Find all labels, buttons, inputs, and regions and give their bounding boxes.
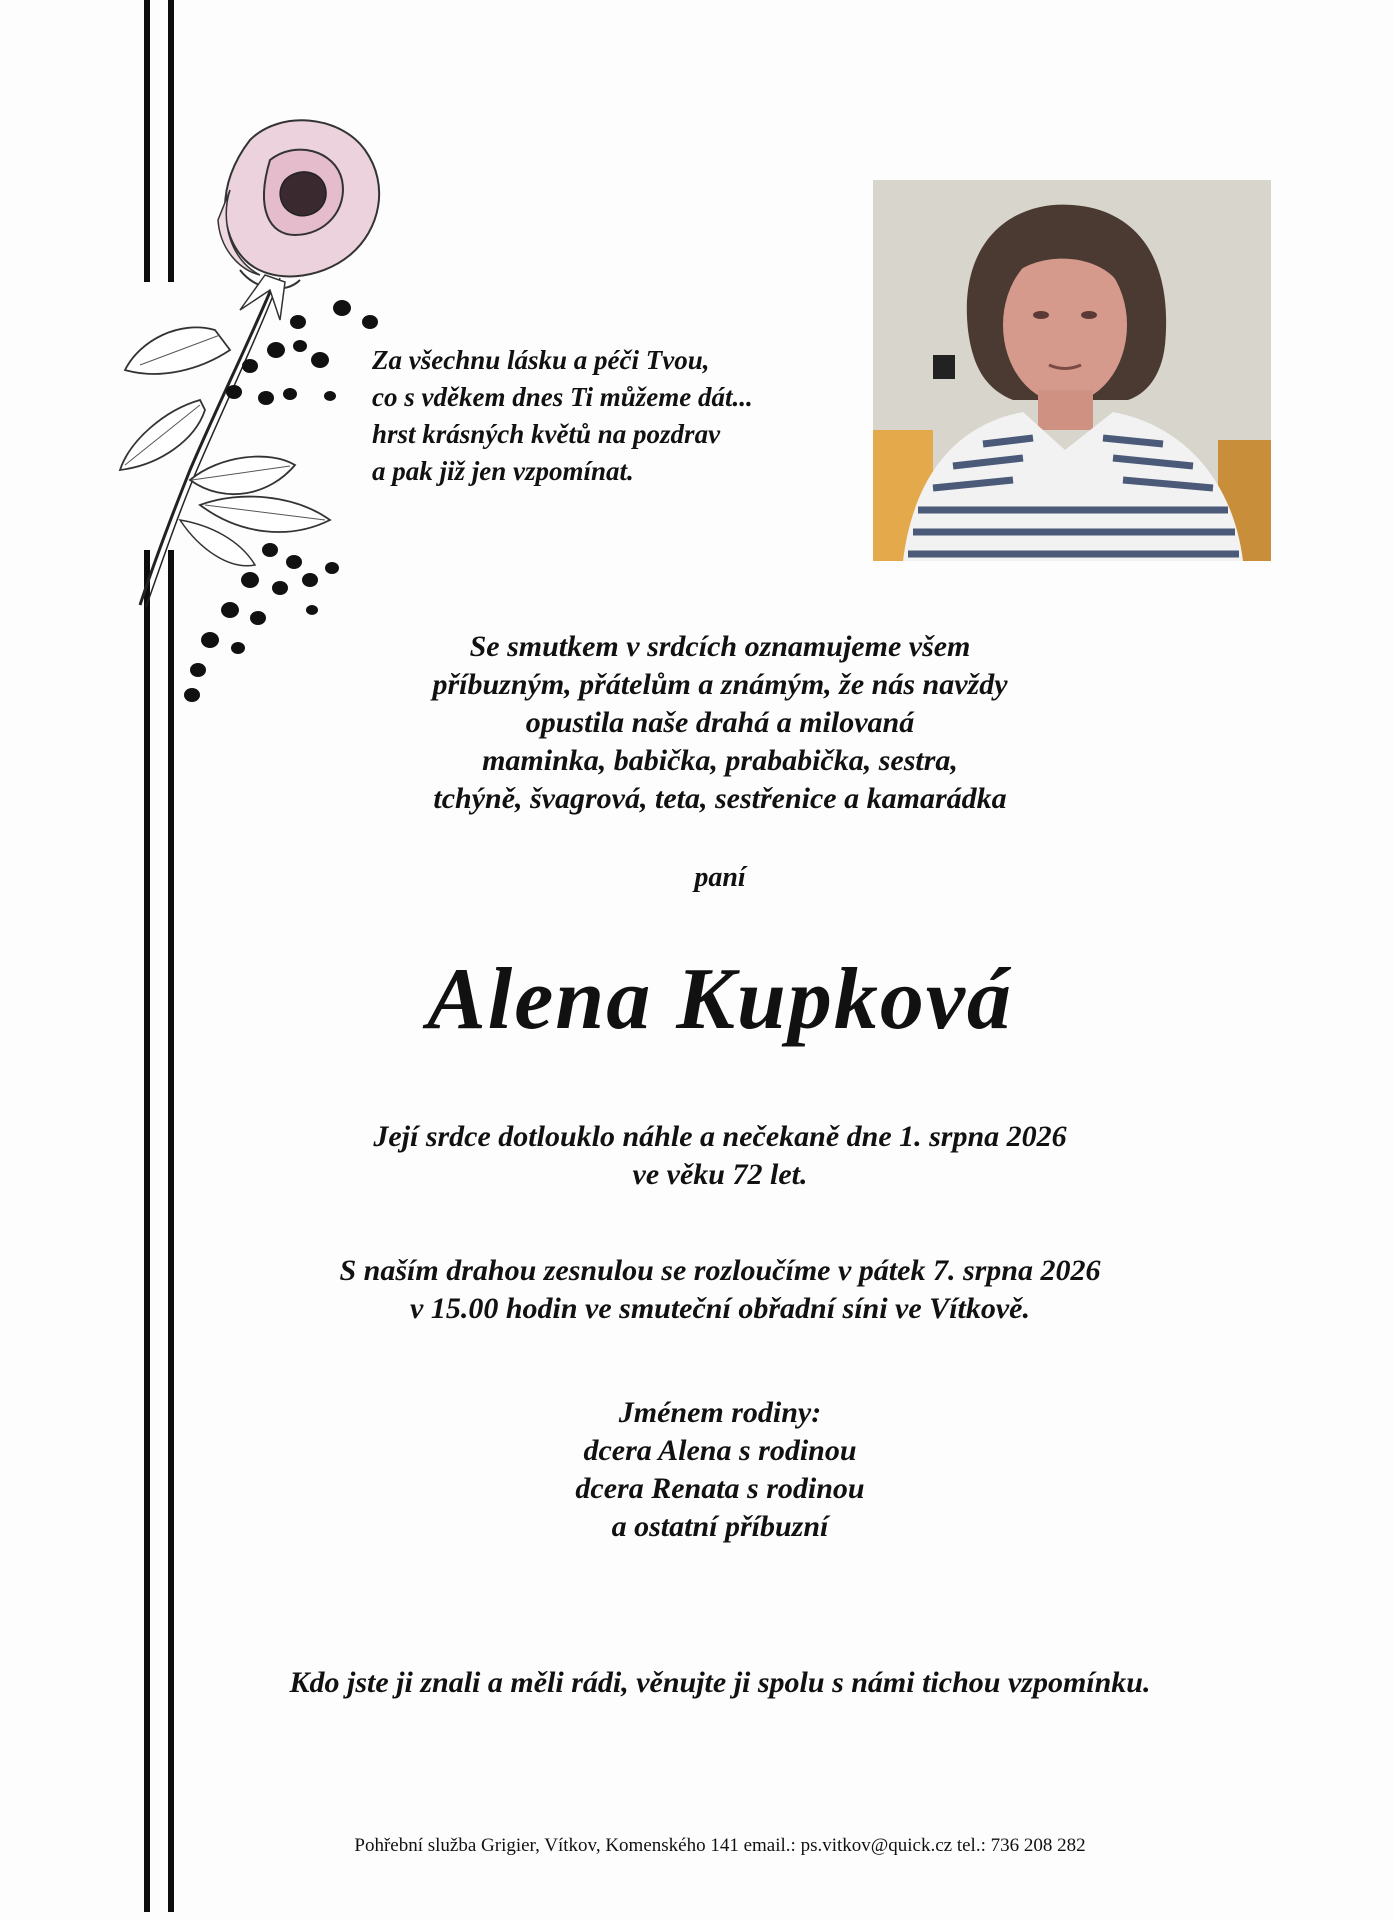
poem-line: hrst krásných květů na pozdrav — [372, 419, 721, 449]
honorific: paní — [694, 862, 746, 893]
announcement-line: příbuzným, přátelům a známým, že nás navždy — [432, 668, 1008, 701]
announcement-line: maminka, babička, prababička, sestra, — [482, 744, 958, 777]
family-line: dcera Renata s rodinou — [575, 1472, 865, 1505]
announcement-line: Se smutkem v srdcích oznamujeme všem — [469, 630, 971, 663]
death-info-line: ve věku 72 let. — [632, 1158, 808, 1191]
farewell-line: S naším drahou zesnulou se rozloučíme v pátek 7. srpna 2026 — [339, 1254, 1101, 1287]
announcement-line: opustila naše drahá a milovaná — [525, 706, 915, 739]
farewell-info — [150, 1252, 1290, 1328]
funeral-service-footer: Pohřební služba Grigier, Vítkov, Komenského 141 email.: ps.vitkov@quick.cz tel.: 736 208 282 — [354, 1835, 1086, 1856]
announcement-line: tchýně, švagrová, teta, sestřenice a kamarádka — [433, 782, 1007, 815]
poem-line: Za všechnu lásku a péči Tvou, — [372, 345, 710, 375]
portrait-photo — [873, 180, 1271, 561]
family-line: dcera Alena s rodinou — [583, 1434, 857, 1467]
family-signature — [150, 1394, 1290, 1546]
death-info — [150, 1118, 1290, 1194]
poem-line: a pak již jen vzpomínat. — [372, 456, 634, 486]
family-line: Jménem rodiny: — [618, 1396, 822, 1429]
portrait-image — [873, 180, 1271, 561]
poem-line: co s vděkem dnes Ti můžeme dát... — [372, 382, 753, 412]
remembrance-text: Kdo jste ji znali a měli rádi, věnujte ji spolu s námi tichou vzpomínku. — [289, 1666, 1151, 1699]
death-info-line: Její srdce dotlouklo náhle a nečekaně dne 1. srpna 2026 — [373, 1120, 1067, 1153]
farewell-line: v 15.00 hodin ve smuteční obřadní síni ve Vítkově. — [410, 1292, 1030, 1325]
announcement-text — [150, 628, 1290, 818]
family-line: a ostatní příbuzní — [611, 1510, 829, 1543]
memorial-poem — [372, 342, 872, 490]
deceased-name: Alena Kupková — [427, 951, 1013, 1048]
